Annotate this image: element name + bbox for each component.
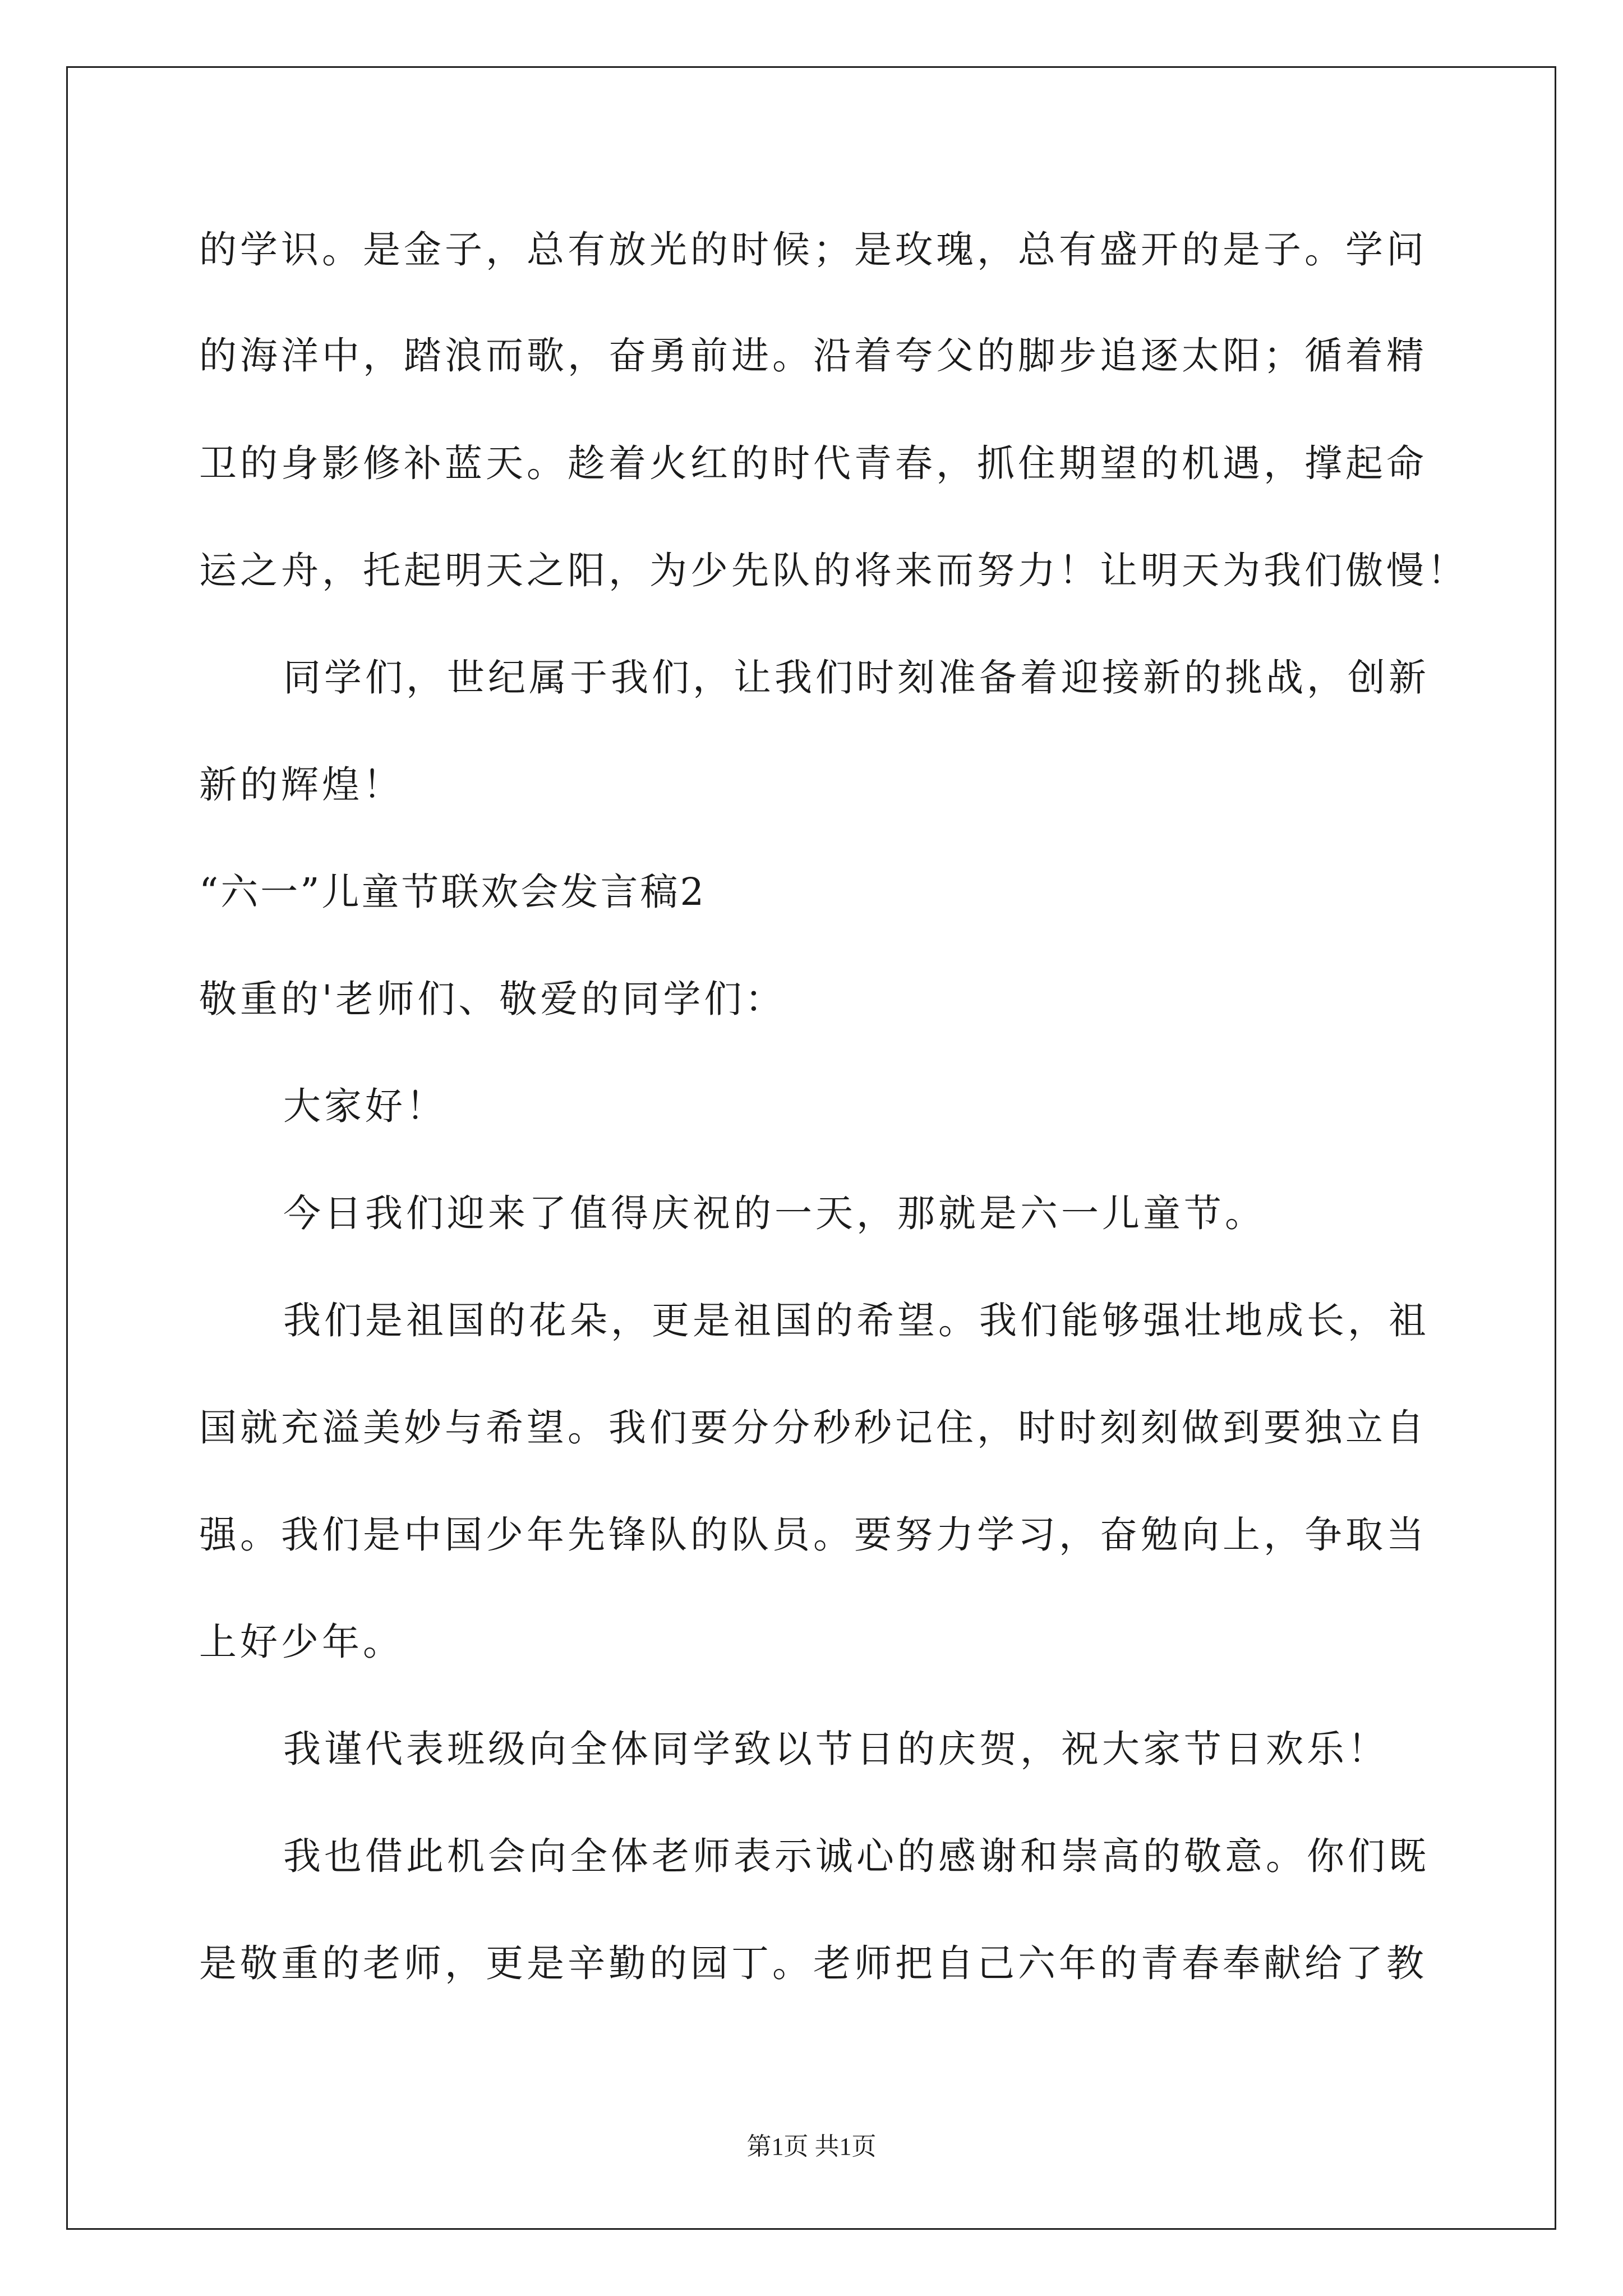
section-heading: “六一”儿童节联欢会发言稿2: [199, 870, 707, 914]
text-line-2: 的海洋中，踏浪而歌，奋勇前进。沿着夸父的脚步追逐太阳；循着精: [199, 334, 1427, 378]
text-line-3: 卫的身影修补蓝天。趁着火红的时代青春，抓住期望的机遇，撑起命: [199, 441, 1427, 485]
text-line-1: 的学识。是金子，总有放光的时候；是玫瑰，总有盛开的是子。学问: [199, 228, 1427, 272]
text-line-13: 强。我们是中国少年先锋队的队员。要努力学习，奋勉向上，争取当: [199, 1513, 1427, 1557]
text-line-15: 我谨代表班级向全体同学致以节日的庆贺，祝大家节日欢乐！: [283, 1727, 1389, 1771]
text-line-17: 是敬重的老师，更是辛勤的园丁。老师把自己六年的青春奉献给了教: [199, 1941, 1427, 1985]
text-line-14: 上好少年。: [199, 1620, 404, 1664]
page-border: [66, 66, 1556, 2230]
greeting-line: 大家好！: [283, 1084, 447, 1128]
text-line-6: 新的辉煌！: [199, 763, 404, 807]
text-line-4: 运之舟，托起明天之阳，为少先队的将来而努力！让明天为我们傲慢！: [199, 549, 1468, 592]
text-line-12: 国就充溢美妙与希望。我们要分分秒秒记住，时时刻刻做到要独立自: [199, 1406, 1427, 1450]
text-line-10: 今日我们迎来了值得庆祝的一天，那就是六一儿童节。: [283, 1191, 1266, 1235]
text-line-16: 我也借此机会向全体老师表示诚心的感谢和崇高的敬意。你们既: [283, 1834, 1430, 1878]
page-number-footer: 第1页 共1页: [746, 2133, 877, 2160]
salutation-line: 敬重的'老师们、敬爱的同学们：: [199, 977, 786, 1021]
text-line-11: 我们是祖国的花朵，更是祖国的希望。我们能够强壮地成长，祖: [283, 1299, 1430, 1342]
text-line-5: 同学们，世纪属于我们，让我们时刻准备着迎接新的挑战，创新: [283, 656, 1430, 700]
